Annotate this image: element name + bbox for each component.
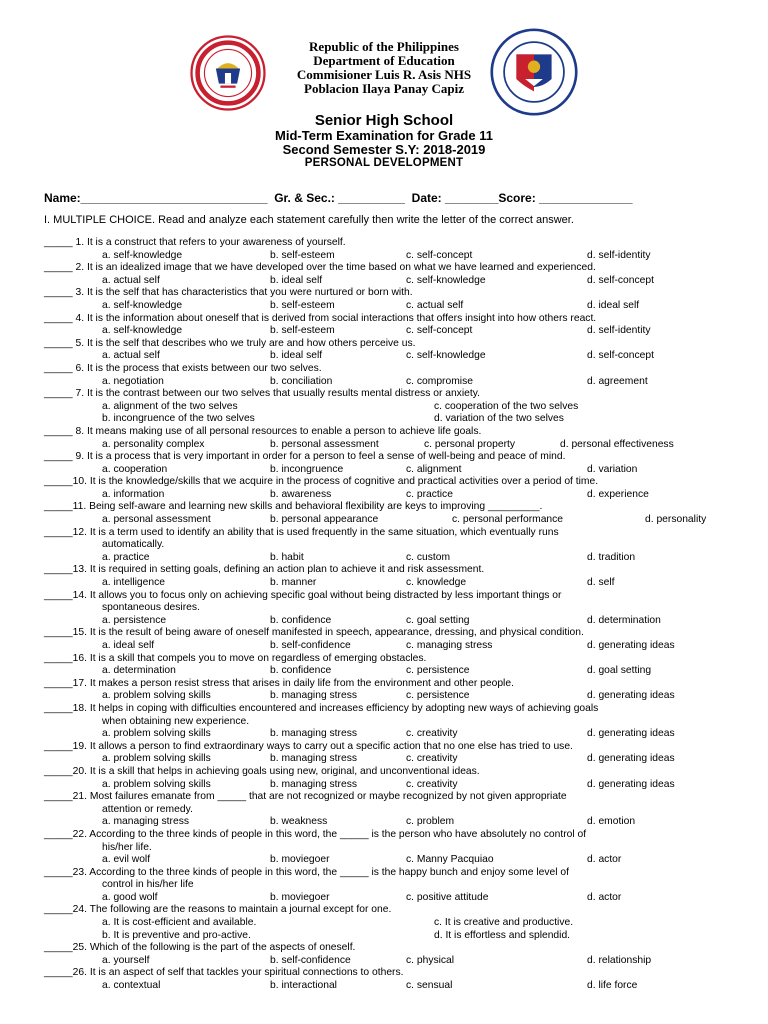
question-item <box>44 791 734 829</box>
answer-option: a. intelligence <box>102 577 165 589</box>
answer-option: d. variation of the two selves <box>434 413 564 425</box>
answer-option: c. self-knowledge <box>406 350 486 362</box>
answer-blank[interactable]: _____ <box>44 791 73 803</box>
answer-option: b. It is preventive and pro-active. <box>102 929 251 941</box>
question-stem: It helps in coping with difficulties encountered and increases efficiency by adopting new ways of achieving goals <box>89 702 599 714</box>
answer-option: d. self <box>587 577 615 589</box>
answer-option: b. self-esteem <box>270 325 335 337</box>
question-item <box>44 590 734 628</box>
answer-blank[interactable]: _____ <box>44 677 73 689</box>
answer-option: d. determination <box>587 614 661 626</box>
answer-blank[interactable]: _____ <box>44 866 73 878</box>
answer-blank[interactable]: _____ <box>44 526 73 538</box>
answer-blank[interactable]: _____ <box>44 564 73 576</box>
answer-option: c. sensual <box>406 980 453 992</box>
options-row <box>44 728 734 741</box>
school-level-title: Senior High School <box>314 112 454 129</box>
options-row <box>44 980 734 993</box>
options-row <box>44 854 734 867</box>
question-number: 15. <box>72 627 87 639</box>
answer-option: c. problem <box>406 816 455 828</box>
answer-option: d. variation <box>587 463 638 475</box>
answer-option: c. custom <box>406 551 451 563</box>
answer-option: c. It is creative and productive. <box>434 917 574 929</box>
answer-blank[interactable]: _____ <box>44 652 73 664</box>
question-stem-row <box>44 766 734 779</box>
question-stem-row <box>44 678 734 691</box>
answer-blank[interactable]: _____ <box>44 425 76 437</box>
answer-option: a. managing stress <box>102 816 189 828</box>
letterhead-line: Poblacion Ilaya Panay Capiz <box>304 81 464 96</box>
question-stem: It is the knowledge/skills that we acquire in the process of cognitive and practical activities over a period of time. <box>89 476 599 488</box>
question-stem: It is required in setting goals, defining an action plan to achieve it and risk assessment. <box>89 564 485 576</box>
question-stem-row <box>44 829 734 842</box>
answer-option: a. problem solving skills <box>102 753 211 765</box>
options-row <box>44 325 734 338</box>
answer-option: b. awareness <box>270 488 332 500</box>
question-stem-continued: control in his/her life <box>102 879 194 891</box>
options-row <box>44 930 734 943</box>
question-number: 2. <box>75 262 85 274</box>
answer-option: d. actor <box>587 854 622 866</box>
answer-option: b. weakness <box>270 816 328 828</box>
options-row <box>44 552 734 565</box>
question-stem: It is a skill that compels you to move on regardless of emerging obstacles. <box>89 652 427 664</box>
question-stem: It is a term used to identify an ability that is used frequently in the same situation, which eventually runs <box>89 526 559 538</box>
question-number: 24. <box>72 904 87 916</box>
exam-title-block <box>0 129 768 157</box>
answer-option: c. personal performance <box>452 514 564 526</box>
question-stem: It is the result of being aware of oneself manifested in speech, appearance, dressing, and physical condition. <box>89 627 584 639</box>
answer-blank[interactable]: _____ <box>44 765 73 777</box>
question-stem: It is a construct that refers to your awareness of yourself. <box>86 237 346 248</box>
question-item <box>44 627 734 652</box>
answer-blank[interactable]: _____ <box>44 702 73 714</box>
answer-blank[interactable]: _____ <box>44 828 73 840</box>
question-stem-row <box>44 703 734 716</box>
question-item <box>44 942 734 967</box>
answer-option: c. managing stress <box>406 640 493 651</box>
answer-option: a. ideal self <box>102 640 155 651</box>
answer-blank[interactable]: _____ <box>44 287 76 299</box>
answer-option: c. cooperation of the two selves <box>434 400 579 412</box>
answer-option: b. conciliation <box>270 375 333 387</box>
answer-blank[interactable]: _____ <box>44 967 73 979</box>
question-item <box>44 653 734 678</box>
question-stem-row <box>44 476 734 489</box>
question-item <box>44 262 734 287</box>
question-item <box>44 967 734 992</box>
exam-title: Mid-Term Examination for Grade 11 <box>275 128 493 143</box>
question-item <box>44 678 734 703</box>
question-number: 17. <box>72 677 87 689</box>
question-stem: Being self-aware and learning new skills and behavioral flexibility are keys to improving _________. <box>89 501 543 513</box>
answer-option: b. self-confidence <box>270 954 351 966</box>
question-item <box>44 829 734 867</box>
answer-option: b. confidence <box>270 614 332 626</box>
question-stem-row <box>44 627 734 640</box>
question-item <box>44 338 734 363</box>
letterhead-line: Republic of the Philippines <box>309 39 459 54</box>
question-item <box>44 527 734 565</box>
question-item <box>44 388 734 426</box>
question-stem-row <box>44 451 734 464</box>
answer-option: b. self-esteem <box>270 249 335 261</box>
answer-option: c. persistence <box>406 690 470 702</box>
answer-blank[interactable]: _____ <box>44 362 76 374</box>
question-number: 12. <box>72 526 87 538</box>
answer-option: b. managing stress <box>270 778 357 790</box>
question-item <box>44 501 734 526</box>
answer-option: a. self-knowledge <box>102 299 183 311</box>
question-stem: It is a process that is very important in order for a person to feel a sense of well-being and peace of mind. <box>86 451 566 463</box>
answer-option: d. actor <box>587 891 622 903</box>
question-stem-continued: spontaneous desires. <box>102 602 200 614</box>
answer-option: d. personality <box>645 514 707 526</box>
question-stem: According to the three kinds of people in this word, the _____ is the person who have absolutely no control of <box>89 828 587 840</box>
question-list <box>44 237 734 993</box>
answer-blank[interactable]: _____ <box>44 476 73 488</box>
question-stem-row <box>44 388 734 401</box>
options-row <box>44 640 734 653</box>
answer-option: c. positive attitude <box>406 891 489 903</box>
answer-option: d. generating ideas <box>587 690 675 702</box>
answer-option: b. personal assessment <box>270 438 379 450</box>
answer-option: d. emotion <box>587 816 636 828</box>
options-row <box>44 300 734 313</box>
question-stem: It means making use of all personal resources to enable a person to achieve life goals. <box>86 425 482 437</box>
answer-option: b. confidence <box>270 665 332 677</box>
question-number: 26. <box>72 967 87 979</box>
options-row <box>44 753 734 766</box>
question-item <box>44 904 734 942</box>
answer-option: d. self-identity <box>587 325 651 337</box>
letterhead-line: Department of Education <box>313 53 455 68</box>
question-number: 16. <box>72 652 87 664</box>
question-stem-continued: his/her life. <box>102 841 152 853</box>
answer-option: b. manner <box>270 577 317 589</box>
question-stem-row <box>44 287 734 300</box>
question-item <box>44 287 734 312</box>
answer-option: d. personal effectiveness <box>560 438 674 450</box>
subject-title: PERSONAL DEVELOPMENT <box>304 157 464 169</box>
options-row <box>44 665 734 678</box>
question-number: 22. <box>72 828 87 840</box>
answer-option: d. ideal self <box>587 299 640 311</box>
answer-option: b. managing stress <box>270 690 357 702</box>
answer-blank[interactable]: _____ <box>44 627 73 639</box>
answer-blank[interactable]: _____ <box>44 942 73 954</box>
answer-option: d. self-concept <box>587 274 654 286</box>
question-stem-row <box>44 904 734 917</box>
answer-option: a. good wolf <box>102 891 158 903</box>
answer-option: a. evil wolf <box>102 854 151 866</box>
question-stem-row <box>44 313 734 326</box>
question-stem: It is a skill that helps in achieving goals using new, original, and unconventional ideas. <box>89 765 480 777</box>
answer-option: d. experience <box>587 488 649 500</box>
answer-option: c. personal property <box>424 438 516 450</box>
question-stem-row <box>44 237 734 250</box>
options-row <box>44 401 734 414</box>
answer-option: d. tradition <box>587 551 636 563</box>
question-stem-row <box>44 527 734 540</box>
answer-option: b. incongruence of the two selves <box>102 413 255 425</box>
question-number: 1. <box>75 237 85 248</box>
question-item <box>44 426 734 451</box>
answer-option: c. self-concept <box>406 325 473 337</box>
answer-option: c. practice <box>406 488 453 500</box>
answer-option: a. alignment of the two selves <box>102 400 238 412</box>
question-stem-row <box>44 942 734 955</box>
question-stem-row <box>44 791 734 804</box>
answer-option: b. self-esteem <box>270 299 335 311</box>
question-stem: According to the three kinds of people in this word, the _____ is the happy bunch and enjoy some level of <box>89 866 569 878</box>
question-stem: It is the self that has characteristics that you were nurtured or born with. <box>86 287 413 299</box>
question-item <box>44 703 734 741</box>
answer-blank[interactable]: _____ <box>44 501 73 513</box>
question-stem: It makes a person resist stress that arises in daily life from the environment and other people. <box>89 677 514 689</box>
question-stem-row <box>44 262 734 275</box>
answer-blank[interactable]: _____ <box>44 740 73 752</box>
question-number: 7. <box>75 388 85 400</box>
question-stem-row <box>44 741 734 754</box>
answer-option: d. generating ideas <box>587 753 675 765</box>
question-number: 3. <box>75 287 85 299</box>
options-row <box>44 917 734 930</box>
question-item <box>44 451 734 476</box>
student-info-fields[interactable]: Name:____________________________ Gr. & Sec.: __________ Date: ________Score: ______________ <box>44 191 633 205</box>
answer-option: a. actual self <box>102 350 160 362</box>
question-number: 10. <box>72 476 87 488</box>
semester-line: Second Semester S.Y: 2018-2019 <box>282 142 486 157</box>
answer-option: a. yourself <box>102 954 150 966</box>
options-row <box>44 514 734 527</box>
answer-option: c. actual self <box>406 299 464 311</box>
question-stem: It allows a person to find extraordinary ways to carry out a specific action that no one else has tried to use. <box>89 740 573 752</box>
answer-option: c. knowledge <box>406 577 467 589</box>
answer-option: c. physical <box>406 954 455 966</box>
question-number: 14. <box>72 589 87 601</box>
answer-option: a. self-knowledge <box>102 325 183 337</box>
answer-option: a. practice <box>102 551 150 563</box>
question-number: 23. <box>72 866 87 878</box>
question-stem: It is the information about oneself that is derived from social interactions that offers insight into how others react. <box>86 312 597 324</box>
question-stem-row <box>44 967 734 980</box>
answer-option: a. It is cost-efficient and available. <box>102 917 257 929</box>
question-number: 18. <box>72 702 87 714</box>
instructions: I. MULTIPLE CHOICE. Read and analyze each statement carefully then write the letter of the correct answer. <box>44 214 574 226</box>
question-stem: It is the contrast between our two selves that usually results mental distress or anxiety. <box>86 388 480 400</box>
question-stem-continued: when obtaining new experience. <box>102 715 250 727</box>
answer-option: b. interactional <box>270 980 337 992</box>
answer-blank[interactable]: _____ <box>44 262 76 274</box>
answer-option: a. contextual <box>102 980 161 992</box>
question-stem-row <box>44 426 734 439</box>
question-stem-continued: automatically. <box>102 539 165 551</box>
question-item <box>44 237 734 262</box>
answer-option: a. problem solving skills <box>102 728 211 740</box>
question-number: 4. <box>75 312 85 324</box>
answer-option: a. personality complex <box>102 438 205 450</box>
answer-option: d. self-concept <box>587 350 654 362</box>
answer-option: d. It is effortless and splendid. <box>434 929 571 941</box>
question-stem-row <box>44 338 734 351</box>
answer-option: a. determination <box>102 665 176 677</box>
question-stem: It is the process that exists between our two selves. <box>86 362 322 374</box>
question-stem-continued: attention or remedy. <box>102 803 193 815</box>
question-number: 21. <box>72 791 87 803</box>
answer-blank[interactable]: _____ <box>44 904 73 916</box>
answer-option: d. goal setting <box>587 665 652 677</box>
answer-option: a. problem solving skills <box>102 690 211 702</box>
answer-option: b. personal appearance <box>270 514 379 526</box>
question-stem-row <box>44 564 734 577</box>
options-row <box>44 615 734 628</box>
question-number: 6. <box>75 362 85 374</box>
answer-option: c. compromise <box>406 375 473 387</box>
answer-option: a. negotiation <box>102 375 164 387</box>
question-stem-row <box>44 501 734 514</box>
question-number: 20. <box>72 765 87 777</box>
question-stem: It is an idealized image that we have developed over the time based on what we have learned and experienced. <box>86 262 596 274</box>
answer-option: c. alignment <box>406 463 462 475</box>
question-stem: Most failures emanate from _____ that are not recognized or maybe recognized by not given appropriate <box>89 791 567 803</box>
question-number: 13. <box>72 564 87 576</box>
options-row <box>44 439 734 452</box>
answer-option: d. generating ideas <box>587 728 675 740</box>
question-item <box>44 476 734 501</box>
question-item <box>44 766 734 791</box>
answer-option: d. relationship <box>587 954 652 966</box>
answer-option: d. generating ideas <box>587 640 675 651</box>
answer-option: c. persistence <box>406 665 470 677</box>
answer-blank[interactable]: _____ <box>44 388 76 400</box>
answer-blank[interactable]: _____ <box>44 451 76 463</box>
options-row <box>44 376 734 389</box>
answer-option: b. ideal self <box>270 350 323 362</box>
question-stem: It is an aspect of self that tackles your spiritual connections to others. <box>89 967 404 979</box>
letterhead <box>234 40 534 96</box>
answer-blank[interactable]: _____ <box>44 589 73 601</box>
answer-option: b. moviegoer <box>270 854 330 866</box>
answer-option: d. life force <box>587 980 638 992</box>
options-row <box>44 892 734 905</box>
answer-option: a. actual self <box>102 274 160 286</box>
answer-option: b. managing stress <box>270 728 357 740</box>
answer-option: a. self-knowledge <box>102 249 183 261</box>
answer-blank[interactable]: _____ <box>44 337 76 349</box>
answer-option: c. goal setting <box>406 614 470 626</box>
options-row <box>44 779 734 792</box>
question-number: 8. <box>75 425 85 437</box>
answer-option: c. creativity <box>406 753 458 765</box>
question-stem-row <box>44 363 734 376</box>
answer-option: c. self-concept <box>406 249 473 261</box>
answer-option: a. information <box>102 488 165 500</box>
options-row <box>44 955 734 968</box>
answer-option: c. creativity <box>406 728 458 740</box>
question-stem: Which of the following is the part of the aspects of oneself. <box>89 942 356 954</box>
question-item <box>44 564 734 589</box>
deped-seal-logo <box>490 28 578 116</box>
options-row <box>44 464 734 477</box>
question-item <box>44 313 734 338</box>
answer-option: a. cooperation <box>102 463 168 475</box>
answer-option: d. agreement <box>587 375 648 387</box>
answer-blank[interactable]: _____ <box>44 237 76 248</box>
question-stem: It allows you to focus only on achieving specific goal without being distracted by less important things or <box>89 589 562 601</box>
question-number: 5. <box>75 337 85 349</box>
answer-option: c. Manny Pacquiao <box>406 854 494 866</box>
answer-option: d. self-identity <box>587 249 651 261</box>
options-row <box>44 275 734 288</box>
question-stem-row <box>44 590 734 603</box>
question-stem: It is the self that describes who we truly are and how others perceive us. <box>86 337 416 349</box>
question-number: 11. <box>72 501 87 513</box>
question-stem-row <box>44 653 734 666</box>
answer-option: b. habit <box>270 551 304 563</box>
answer-option: a. personal assessment <box>102 514 211 526</box>
answer-option: a. persistence <box>102 614 167 626</box>
options-row <box>44 577 734 590</box>
question-item <box>44 741 734 766</box>
answer-option: b. moviegoer <box>270 891 330 903</box>
question-number: 19. <box>72 740 87 752</box>
question-number: 25. <box>72 942 87 954</box>
options-row <box>44 816 734 829</box>
answer-option: b. managing stress <box>270 753 357 765</box>
question-number: 9. <box>75 451 85 463</box>
question-stem: The following are the reasons to maintain a journal except for one. <box>89 904 392 916</box>
question-item <box>44 363 734 388</box>
options-row <box>44 690 734 703</box>
answer-option: c. creativity <box>406 778 458 790</box>
question-stem-row <box>44 867 734 880</box>
answer-option: b. self-confidence <box>270 640 351 651</box>
letterhead-line: Commisioner Luis R. Asis NHS <box>296 67 472 82</box>
answer-option: d. generating ideas <box>587 778 675 790</box>
options-row <box>44 350 734 363</box>
answer-option: c. self-knowledge <box>406 274 486 286</box>
options-row <box>44 250 734 263</box>
answer-blank[interactable]: _____ <box>44 312 76 324</box>
answer-option: a. problem solving skills <box>102 778 211 790</box>
options-row <box>44 489 734 502</box>
answer-option: b. ideal self <box>270 274 323 286</box>
question-item <box>44 867 734 905</box>
options-row <box>44 413 734 426</box>
answer-option: b. incongruence <box>270 463 344 475</box>
